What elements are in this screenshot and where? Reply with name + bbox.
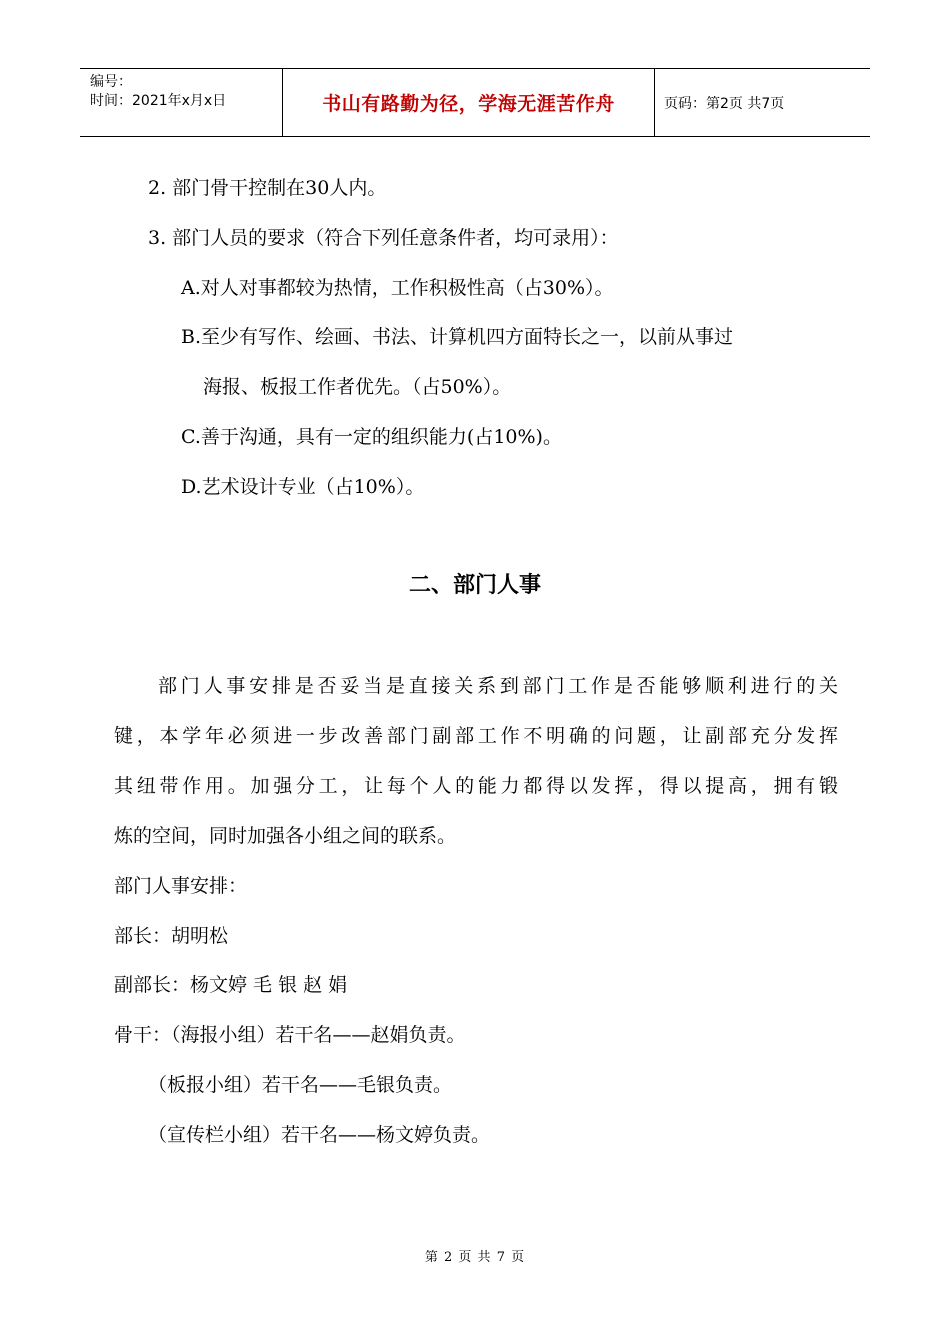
list-item-3: 3. 部门人员的要求（符合下列任意条件者，均可录用）： [148, 227, 619, 249]
header-motto: 书山有路勤为径，学海无涯苦作舟 [322, 93, 615, 115]
paragraph-line: 部门人事安排是否妥当是直接关系到部门工作是否能够顺利进行的关 [158, 675, 838, 697]
core-group-poster: 骨干：（海报小组）若干名——赵娟负责。 [114, 1024, 466, 1046]
page-header [80, 68, 870, 137]
body-paragraph [114, 661, 838, 861]
header-motto-cell [282, 69, 655, 136]
requirement-c: C.善于沟通，具有一定的组织能力(占10%)。 [181, 426, 562, 448]
requirement-a: A.对人对事都较为热情，工作积极性高（占30%）。 [181, 277, 614, 299]
page-footer: 第 2 页 共 7 页 [424, 1250, 526, 1265]
requirement-b-line1: B.至少有写作、绘画、书法、计算机四方面特长之一，以前从事过 [181, 326, 734, 348]
paragraph-line: 炼的空间，同时加强各小组之间的联系。 [114, 825, 457, 847]
core-group-bulletin: （宣传栏小组）若干名——杨文婷负责。 [148, 1124, 491, 1146]
document-time: 时间：2021年x月x日 [90, 93, 227, 109]
list-item-2: 2. 部门骨干控制在30人内。 [148, 177, 387, 199]
requirement-d: D.艺术设计专业（占10%）。 [181, 476, 425, 498]
header-meta [80, 69, 282, 136]
core-group-blackboard: （板报小组）若干名——毛银负责。 [148, 1074, 453, 1096]
paragraph-line: 键，本学年必须进一步改善部门副部工作不明确的问题，让副部充分发挥 [114, 725, 838, 747]
header-page-code [655, 69, 870, 136]
arrangement-heading: 部门人事安排： [114, 875, 248, 897]
requirement-b-line2: 海报、板报工作者优先。（占50%）。 [203, 376, 512, 398]
section-title: 二、部门人事 [408, 573, 541, 598]
document-number: 编号： [90, 74, 132, 90]
minister-line: 部长：胡明松 [114, 925, 229, 947]
page-code-text: 页码：第2页 共7页 [664, 95, 785, 112]
paragraph-line: 其纽带作用。加强分工，让每个人的能力都得以发挥，得以提高，拥有锻 [114, 775, 838, 797]
vice-minister-line: 副部长：杨文婷 毛 银 赵 娟 [114, 974, 348, 996]
